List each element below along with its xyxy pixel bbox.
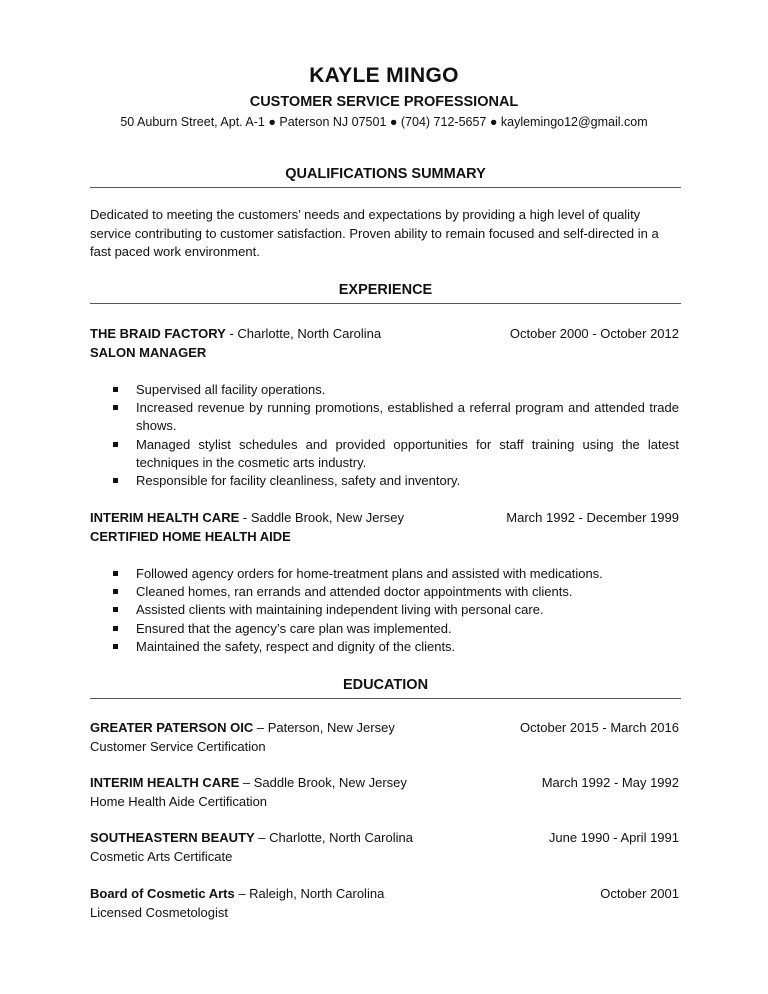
job-role: CERTIFIED HOME HEALTH AIDE — [90, 529, 291, 544]
education-header — [90, 775, 679, 794]
section-divider — [90, 187, 681, 188]
education-header — [90, 886, 679, 905]
list-item — [90, 399, 679, 435]
qualifications-summary: Dedicated to meeting the customers’ needs and expectations by providing a high level of quality service contributing to customer satisfaction. Proven ability to remain focused and self-directed in a fast paced work environment. — [90, 207, 659, 259]
job-duties-list — [90, 565, 679, 656]
education-school: INTERIM HEALTH CARE — [90, 775, 240, 790]
education-dates: October 2001 — [600, 886, 679, 901]
job-employer: THE BRAID FACTORY — [90, 326, 226, 341]
job-dates: October 2000 - October 2012 — [509, 326, 679, 341]
duty-text: Managed stylist schedules and provided opportunities for staff training using the latest techniques in the cosmetic arts industry. — [136, 436, 679, 470]
bullet-icon — [113, 589, 118, 594]
bullet-icon — [113, 405, 118, 410]
education-school-line — [90, 830, 413, 845]
job-employer-line — [90, 326, 381, 341]
list-item — [90, 565, 679, 583]
education-credential: Cosmetic Arts Certificate — [90, 849, 233, 864]
education-location: – Raleigh, North Carolina — [234, 886, 385, 901]
education-location: – Charlotte, North Carolina — [254, 830, 413, 845]
bullet-icon — [113, 478, 118, 483]
education-school: SOUTHEASTERN BEAUTY — [90, 830, 255, 845]
candidate-name: KAYLE MINGO — [309, 64, 459, 87]
education-dates: June 1990 - April 1991 — [548, 830, 679, 845]
section-divider — [90, 698, 681, 699]
job-dates: March 1992 - December 1999 — [506, 510, 679, 525]
list-item — [90, 638, 679, 656]
education-school: GREATER PATERSON OIC — [90, 720, 254, 735]
bullet-icon — [113, 626, 118, 631]
education-header — [90, 830, 679, 849]
education-school-line — [90, 886, 384, 901]
bullet-icon — [113, 644, 118, 649]
education-school-line — [90, 775, 407, 790]
bullet-icon — [113, 387, 118, 392]
qualifications-heading: QUALIFICATIONS SUMMARY — [285, 166, 486, 182]
job-header — [90, 510, 679, 529]
education-credential: Licensed Cosmetologist — [90, 905, 229, 920]
duty-text: Ensured that the agency’s care plan was implemented. — [136, 620, 452, 636]
education-credential: Customer Service Certification — [90, 739, 266, 754]
education-heading: EDUCATION — [342, 677, 429, 693]
job-location: - Charlotte, North Carolina — [225, 326, 382, 341]
job-employer-line — [90, 510, 404, 525]
job-location: - Saddle Brook, New Jersey — [239, 510, 404, 525]
list-item — [90, 381, 679, 399]
duty-text: Increased revenue by running promotions, established a referral program and attended trade shows. — [136, 400, 679, 434]
contact-line: 50 Auburn Street, Apt. A-1 ● Paterson NJ 07501 ● (704) 712-5657 ● kaylemingo12@gmail.com — [120, 115, 648, 129]
list-item — [90, 620, 679, 638]
education-school-line — [90, 720, 395, 735]
education-dates: October 2015 - March 2016 — [520, 720, 679, 735]
duty-text: Followed agency orders for home-treatment plans and assisted with medications. — [136, 566, 603, 581]
duty-text: Responsible for facility cleanliness, safety and inventory. — [136, 473, 461, 489]
section-divider — [90, 303, 681, 304]
job-employer: INTERIM HEALTH CARE — [90, 510, 240, 525]
list-item — [90, 583, 679, 601]
education-location: – Saddle Brook, New Jersey — [239, 775, 407, 790]
bullet-icon — [113, 571, 118, 576]
job-role: SALON MANAGER — [90, 345, 207, 360]
experience-heading: EXPERIENCE — [338, 282, 433, 298]
education-credential: Home Health Aide Certification — [90, 794, 268, 809]
education-location: – Paterson, New Jersey — [253, 720, 395, 735]
duty-text: Maintained the safety, respect and dignity of the clients. — [136, 638, 456, 654]
bullet-icon — [113, 607, 118, 612]
duty-text: Supervised all facility operations. — [136, 382, 326, 397]
education-school: Board of Cosmetic Arts — [90, 886, 235, 901]
duty-text: Cleaned homes, ran errands and attended doctor appointments with clients. — [136, 584, 573, 600]
duty-text: Assisted clients with maintaining independent living with personal care. — [136, 602, 544, 618]
bullet-icon — [113, 442, 118, 447]
list-item — [90, 436, 679, 472]
list-item — [90, 601, 679, 619]
job-header — [90, 326, 679, 345]
education-dates: March 1992 - May 1992 — [541, 775, 679, 790]
candidate-title: CUSTOMER SERVICE PROFESSIONAL — [249, 94, 519, 110]
education-header — [90, 720, 679, 739]
list-item — [90, 472, 679, 490]
job-duties-list — [90, 381, 679, 490]
